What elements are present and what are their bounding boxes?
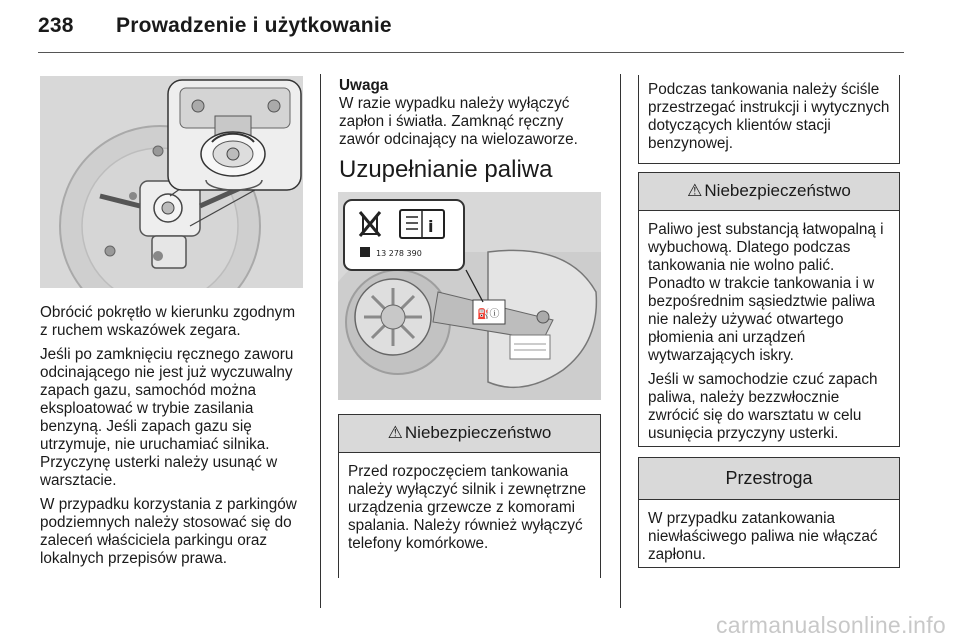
danger-title: Niebezpieczeństwo bbox=[704, 181, 851, 200]
danger-paragraph: Paliwo jest substancją łatwopalną i wybuchową. Dlatego podczas tankowania nie wolno palić. Ponadto w trakcie tankowania i w bezpośrednim sąsiedztwie paliwa nie należy używać otwartego płomienia ani urządzeń wytwarzających iskry. bbox=[648, 221, 884, 364]
header-rule bbox=[38, 52, 904, 53]
refuel-note-box bbox=[638, 75, 900, 164]
page-title: Prowadzenie i użytkowanie bbox=[116, 14, 392, 37]
svg-text:i: i bbox=[428, 217, 434, 236]
danger-box bbox=[638, 172, 900, 447]
note-text: W razie wypadku należy wyłączyć zapłon i światła. Zamknąć ręczny zawór odcinający na wielozaworze. bbox=[339, 95, 578, 148]
watermark: carmanualsonline.info bbox=[715, 612, 946, 638]
danger-header bbox=[639, 173, 899, 211]
caution-header bbox=[639, 458, 899, 500]
paragraph: Obrócić pokrętło w kierunku zgodnym z ruchem wskazówek zegara. bbox=[40, 304, 296, 339]
danger-paragraph: Jeśli w samochodzie czuć zapach paliwa, należy bezzwłocznie zwrócić się do warsztatu w celu usunięcia przyczyny usterki. bbox=[648, 371, 878, 442]
caution-title: Przestroga bbox=[725, 468, 813, 488]
column-divider-left bbox=[320, 74, 321, 608]
page-header bbox=[38, 14, 392, 38]
page-number: 238 bbox=[38, 14, 74, 37]
gas-valve-illustration bbox=[40, 76, 303, 288]
svg-text:⛽ⓘ: ⛽ⓘ bbox=[477, 309, 500, 320]
refuel-note-text: Podczas tankowania należy ściśle przestrzegać instrukcji i wytycznych dotyczących klientów stacji benzynowej. bbox=[648, 81, 890, 152]
fuel-filler-illustration bbox=[338, 192, 601, 400]
column-1-text bbox=[40, 304, 306, 574]
warning-text: Przed rozpoczęciem tankowania należy wyłączyć silnik i zewnętrzne urządzenia grzewcze z komorami spalania. Należy również wyłączyć telefony komórkowe. bbox=[348, 463, 587, 552]
section-title: Uzupełnianie paliwa bbox=[339, 156, 553, 183]
column-divider-right bbox=[620, 74, 621, 608]
warning-box bbox=[338, 414, 601, 578]
label-code-text: 13 278 390 bbox=[376, 249, 422, 258]
note-block bbox=[339, 77, 605, 149]
caution-text: W przypadku zatankowania niewłaściwego paliwa nie włączać zapłonu. bbox=[648, 510, 878, 563]
warning-body bbox=[339, 453, 600, 553]
paragraph: W przypadku korzystania z parkingów podziemnych należy stosować się do zaleceń właściciela parkingu oraz lokalnych przepisów prawa. bbox=[40, 496, 297, 567]
danger-body bbox=[639, 211, 899, 443]
caution-body bbox=[639, 500, 899, 564]
paragraph: Jeśli po zamknięciu ręcznego zaworu odcinającego nie jest już wyczuwalny zapach gazu, samochód można eksploatować w trybie zasilania benzyną. Jeśli zapach gazu się utrzymuje, nie uruchamiać silnika. Przyczynę usterki należy usunąć w warsztacie. bbox=[40, 346, 294, 489]
warning-title: Niebezpieczeństwo bbox=[404, 423, 552, 442]
warning-triangle-icon: ⚠ bbox=[387, 423, 403, 442]
refuel-note-body bbox=[639, 75, 899, 153]
note-label: Uwaga bbox=[339, 77, 389, 94]
section-heading bbox=[339, 156, 605, 184]
danger-triangle-icon: ⚠ bbox=[687, 181, 703, 200]
caution-box bbox=[638, 457, 900, 568]
warning-header bbox=[339, 415, 600, 453]
